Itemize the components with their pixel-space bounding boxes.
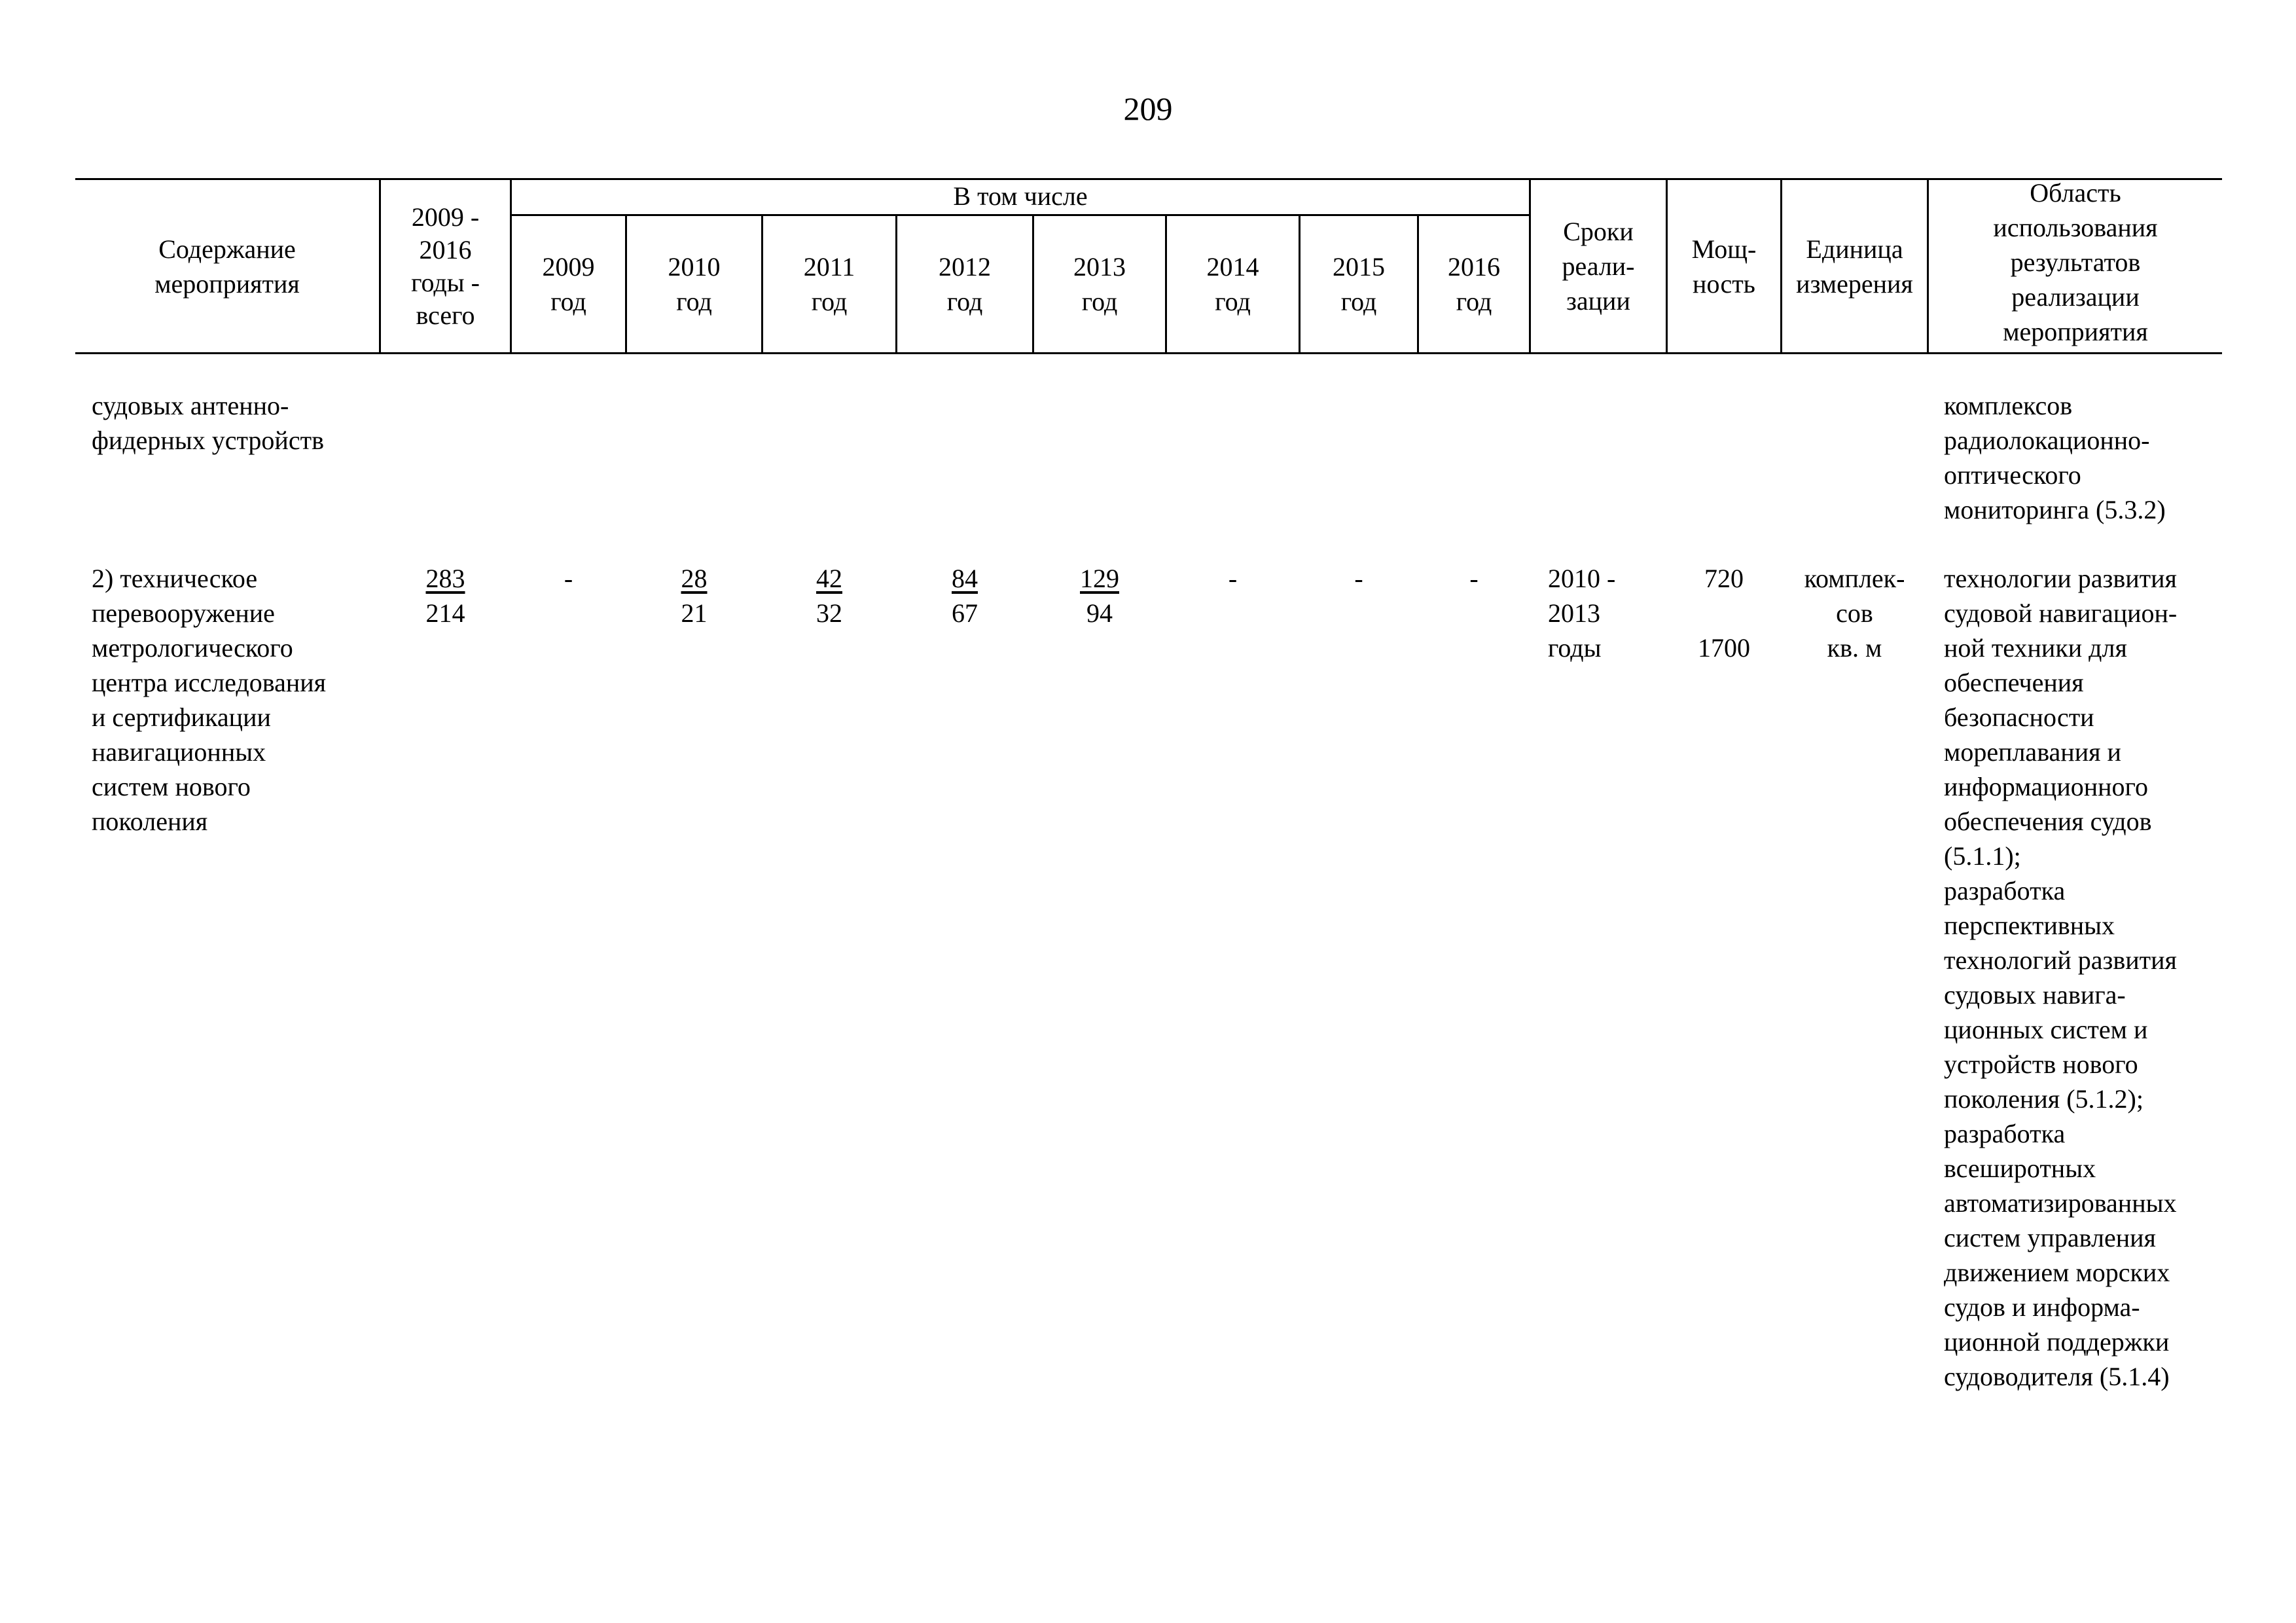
row2-2009: -	[564, 564, 573, 593]
row2-2010-bottom: 21	[681, 598, 708, 628]
header-total: 2009 - 2016 годы - всего	[411, 202, 480, 330]
header-bottom-rule	[75, 352, 2222, 354]
row2-2013-top: 129	[1080, 564, 1119, 593]
year-label: 2015	[1333, 252, 1385, 282]
header-year-2011	[763, 216, 895, 352]
row2-unit-1: комплек- сов	[1804, 564, 1905, 628]
row2-2012-top: 84	[952, 564, 978, 593]
year-label: 2011	[803, 252, 855, 282]
year-label: 2009	[542, 252, 595, 282]
row2-2011-top: 42	[816, 564, 842, 593]
row2-2015: -	[1354, 564, 1363, 593]
row2-unit-2: кв. м	[1827, 633, 1882, 663]
continuation-content: судовых антенно- фидерных устройств	[92, 391, 324, 455]
year-label: 2013	[1073, 252, 1126, 282]
row2-area: технологии развития судовой навигацион- ной техники для обеспечения безопасности мореплавания и информационного обеспечения судов (5.1.1); разработка перспективных технологий развития судовых навига- ционных систем и устройств нового поколения (5.1.2); разработка всеширотных автоматизированных систем управления движением морских судов и информа- ционной поддержки судоводителя (5.1.4)	[1944, 564, 2178, 1391]
header-area: Область использования результатов реализации мероприятия	[1993, 177, 2158, 346]
row2-2011-bottom: 32	[816, 598, 842, 628]
header-capacity: Мощ- ность	[1691, 234, 1757, 299]
year-unit: год	[676, 287, 712, 316]
row2-2011	[763, 561, 895, 630]
row2-2013	[1034, 561, 1165, 630]
year-unit: год	[811, 287, 848, 316]
row2-2010-top: 28	[681, 564, 708, 593]
row2-2010	[627, 561, 761, 630]
year-unit: год	[550, 287, 586, 316]
row2-capacity-1: 720	[1704, 564, 1744, 593]
year-unit: год	[946, 287, 983, 316]
row2-content: 2) техническое перевооружение метрологического центра исследования и сертификации навигационных систем нового поколения	[92, 564, 327, 836]
row2-2013-bottom: 94	[1086, 598, 1113, 628]
header-terms: Сроки реали- зации	[1562, 217, 1635, 316]
row2-total-bottom: 214	[425, 598, 465, 628]
header-year-2014	[1167, 216, 1299, 352]
header-year-2010	[627, 216, 761, 352]
year-label: 2014	[1206, 252, 1259, 282]
year-unit: год	[1340, 287, 1377, 316]
year-label: 2010	[668, 252, 721, 282]
year-label: 2016	[1448, 252, 1500, 282]
year-unit: год	[1456, 287, 1492, 316]
row2-2012-bottom: 67	[952, 598, 978, 628]
header-year-2009	[512, 216, 625, 352]
row2-terms: 2010 - 2013 годы	[1548, 564, 1616, 663]
header-year-2016	[1419, 216, 1529, 352]
continuation-area: комплексов радиолокационно- оптического мониторинга (5.3.2)	[1944, 391, 2166, 524]
row2-total	[381, 561, 510, 630]
header-unit: Единица измерения	[1796, 234, 1913, 299]
year-unit: год	[1215, 287, 1251, 316]
row2-total-top: 283	[425, 564, 465, 593]
row2-2014: -	[1228, 564, 1238, 593]
row2-2012	[897, 561, 1032, 630]
row2-capacity-2: 1700	[1698, 633, 1750, 663]
header-year-2013	[1034, 216, 1165, 352]
year-label: 2012	[939, 252, 991, 282]
page-number: 209	[1123, 90, 1173, 127]
header-including: В том числе	[953, 181, 1088, 211]
header-year-2012	[897, 216, 1032, 352]
header-content: Содержание мероприятия	[154, 234, 300, 299]
header-year-2015	[1300, 216, 1417, 352]
year-unit: год	[1081, 287, 1118, 316]
row2-2016: -	[1469, 564, 1479, 593]
